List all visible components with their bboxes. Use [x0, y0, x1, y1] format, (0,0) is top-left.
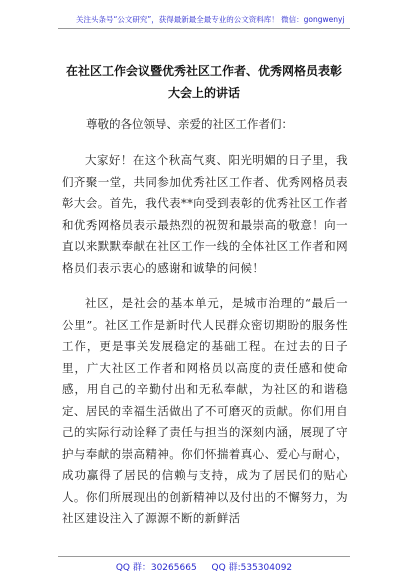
- footer: [0, 560, 408, 573]
- greeting: 尊敬的各位领导、亲爱的社区工作者们：: [86, 117, 293, 131]
- header-banner: 关注头条号“公文研究”，获得最新最全最专业的公文资料库！ 微信：gongwenyj: [76, 15, 345, 24]
- footer-divider: [58, 556, 350, 557]
- header-divider: [58, 28, 350, 29]
- footer-qq-group-2: QQ 群:535304092: [211, 563, 293, 573]
- document-title: 在社区工作会议暨优秀社区工作者、优秀网格员表彰大会上的讲话: [65, 64, 342, 100]
- paragraph-1: 大家好！在这个秋高气爽、阳光明媚的日子里，我们齐聚一堂，共同参加优秀社区工作者、优秀网格员表彰大会。首先，我代表**向受到表彰的优秀社区工作者和优秀网格员表示最热烈的祝贺和最崇高的敬意！向一直以来默默奉献在社区工作一线的全体社区工作者和网格员们表示衷心的感谢和诚挚的问候！: [62, 153, 348, 275]
- paragraph-2: 社区，是社会的基本单元，是城市治理的“最后一公里”。社区工作是新时代人民群众密切期盼的服务性工作，更是事关发展稳定的基础工程。在过去的日子里，广大社区工作者和网格员以高度的责任感和使命感，用自己的辛勤付出和无私奉献，为社区的和谐稳定、居民的幸福生活做出了不可磨灭的贡献。你们用自己的实际行动诠释了责任与担当的深刻内涵，展现了守护与奉献的崇高精神。你们怀揣着真心、爱心与耐心，成功赢得了居民的信赖与支持，成为了居民们的贴心人。你们所展现出的创新精神以及付出的不懈努力，为社区建设注入了源源不断的新鲜活: [62, 296, 348, 525]
- footer-qq-group-1: QQ 群：30265665: [115, 563, 197, 573]
